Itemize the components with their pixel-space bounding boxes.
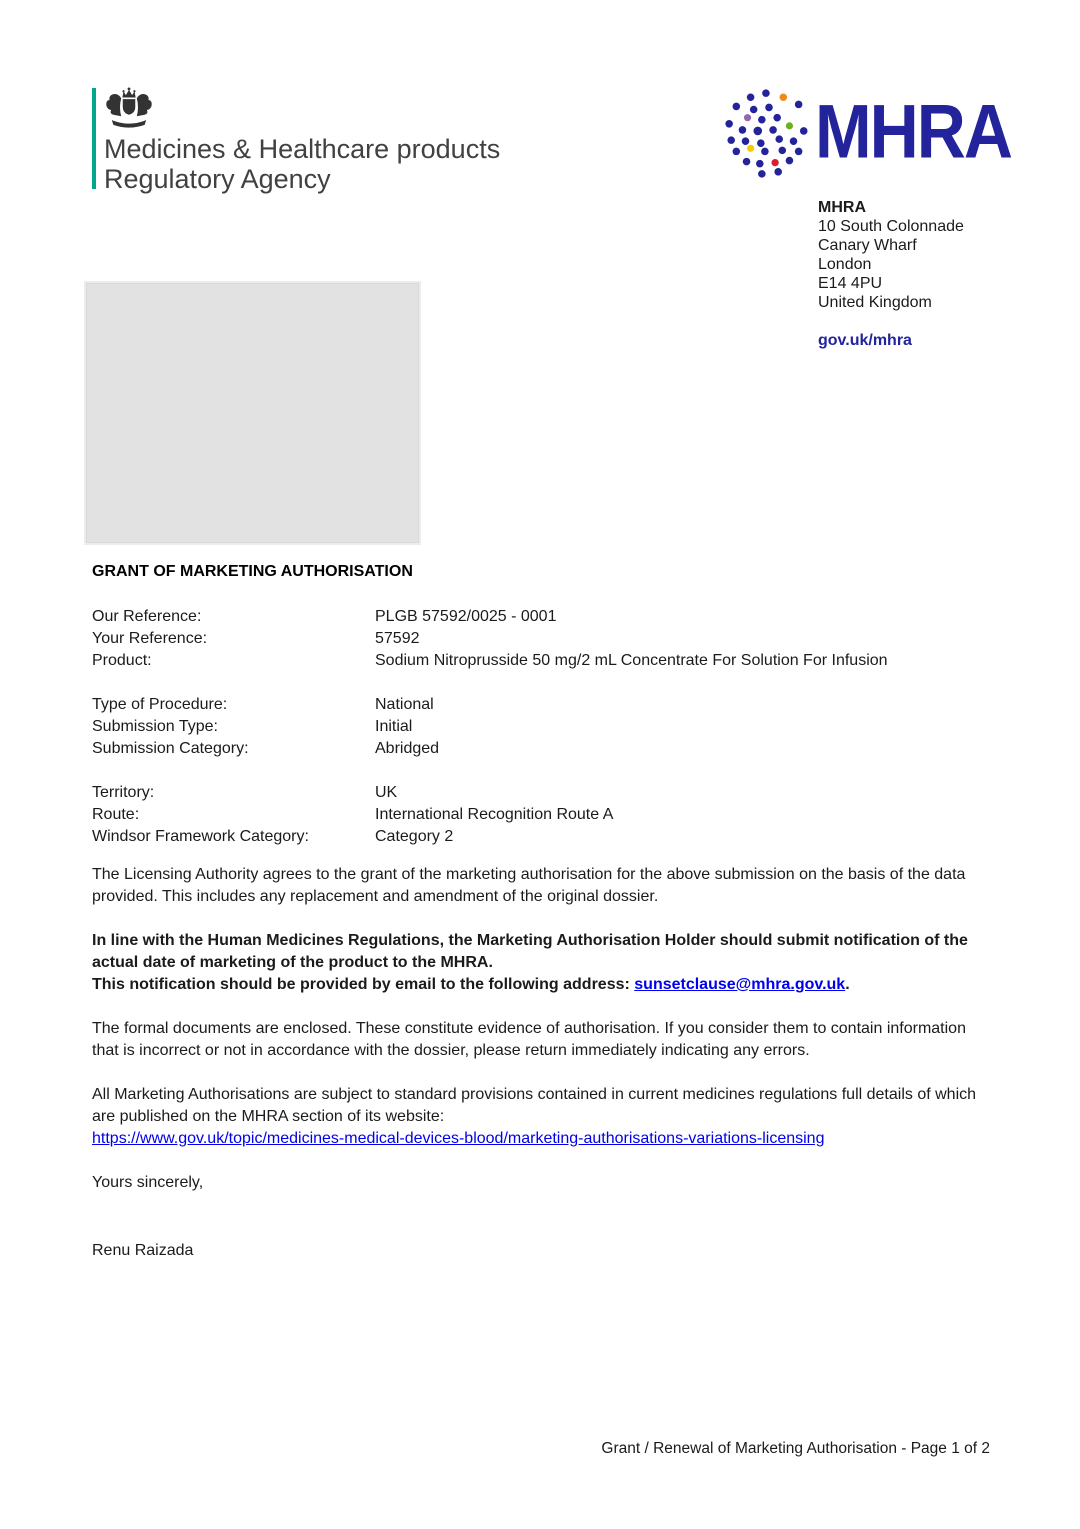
field-value: National [375,696,434,713]
field-label: Submission Category: [92,740,249,757]
sender-name: MHRA [818,199,866,216]
field-row-route [92,804,888,826]
address-line: London [818,256,872,273]
signatory-name: Renu Raizada [92,1242,194,1259]
gov-uk-licensing-link[interactable]: https://www.gov.uk/topic/medicines-medical-devices-blood/marketing-authorisations-variations-licensing [92,1130,825,1147]
field-label: Route: [92,806,140,823]
field-value: Sodium Nitroprusside 50 mg/2 mL Concentrate For Solution For Infusion [375,652,888,669]
field-value: Abridged [375,740,440,757]
field-row-type-of-procedure [92,694,888,716]
field-label: Our Reference: [92,608,202,625]
sender-address-block [818,198,964,350]
field-label: Product: [92,652,152,669]
field-label: Territory: [92,784,155,801]
letter-body [92,864,994,1284]
field-label: Submission Type: [92,718,218,735]
paragraph-notification [92,930,994,996]
sunset-clause-email-link[interactable]: sunsetclause@mhra.gov.uk [634,976,846,993]
field-row-windsor-framework-category [92,826,888,848]
field-value: 57592 [375,630,420,647]
field-value: PLGB 57592/0025 - 0001 [375,608,557,625]
agency-name-line1: Medicines & Healthcare products [104,134,501,164]
redacted-recipient-block [84,281,421,545]
field-value: Category 2 [375,828,454,845]
mhra-wordmark: MHRA [815,89,1011,175]
territory-group [92,782,888,848]
reference-fields [92,606,888,870]
letter-heading: GRANT OF MARKETING AUTHORISATION [92,563,413,580]
field-row-submission-type [92,716,888,738]
notification-email-intro: This notification should be provided by email to the following address: [92,976,635,993]
mhra-website-text: gov.uk/mhra [818,332,912,349]
field-value: Initial [375,718,413,735]
teal-brand-bar [92,88,96,189]
procedure-group [92,694,888,760]
field-label: Your Reference: [92,630,208,647]
notification-suffix: . [845,976,850,993]
field-label: Type of Procedure: [92,696,228,713]
closing-salutation: Yours sincerely, [92,1174,204,1191]
field-value: UK [375,784,398,801]
field-row-your-reference [92,628,888,650]
address-line: 10 South Colonnade [818,218,964,235]
notification-text: In line with the Human Medicines Regulations, the Marketing Authorisation Holder should submit notification of the actual date of marketing of the product to the MHRA. [92,932,968,971]
address-line: United Kingdom [818,294,932,311]
reference-group [92,606,888,672]
field-label: Windsor Framework Category: [92,828,309,845]
field-row-territory [92,782,888,804]
address-line: E14 4PU [818,275,883,292]
royal-crest-icon [104,86,154,134]
paragraph-standard-provisions [92,1084,994,1150]
field-value: International Recognition Route A [375,806,614,823]
field-row-submission-category [92,738,888,760]
field-row-our-reference [92,606,888,628]
agency-name [104,134,624,194]
address-line: Canary Wharf [818,237,917,254]
mhra-dots-icon [725,86,813,180]
agency-name-line2: Regulatory Agency [104,164,331,194]
paragraph-formal-documents: The formal documents are enclosed. These constitute evidence of authorisation. If you consider them to contain information that is incorrect or not in accordance with the dossier, please return immediately indicating any errors. [92,1020,966,1059]
paragraph-licensing-authority: The Licensing Authority agrees to the grant of the marketing authorisation for the above submission on the basis of the data provided. This includes any replacement and amendment of the original dossier. [92,866,966,905]
standard-provisions-text: All Marketing Authorisations are subject to standard provisions contained in current medicines regulations full details of which are published on the MHRA section of its website: [92,1086,977,1125]
page-footer: Grant / Renewal of Marketing Authorisation - Page 1 of 2 [601,1440,990,1457]
field-row-product [92,650,888,672]
